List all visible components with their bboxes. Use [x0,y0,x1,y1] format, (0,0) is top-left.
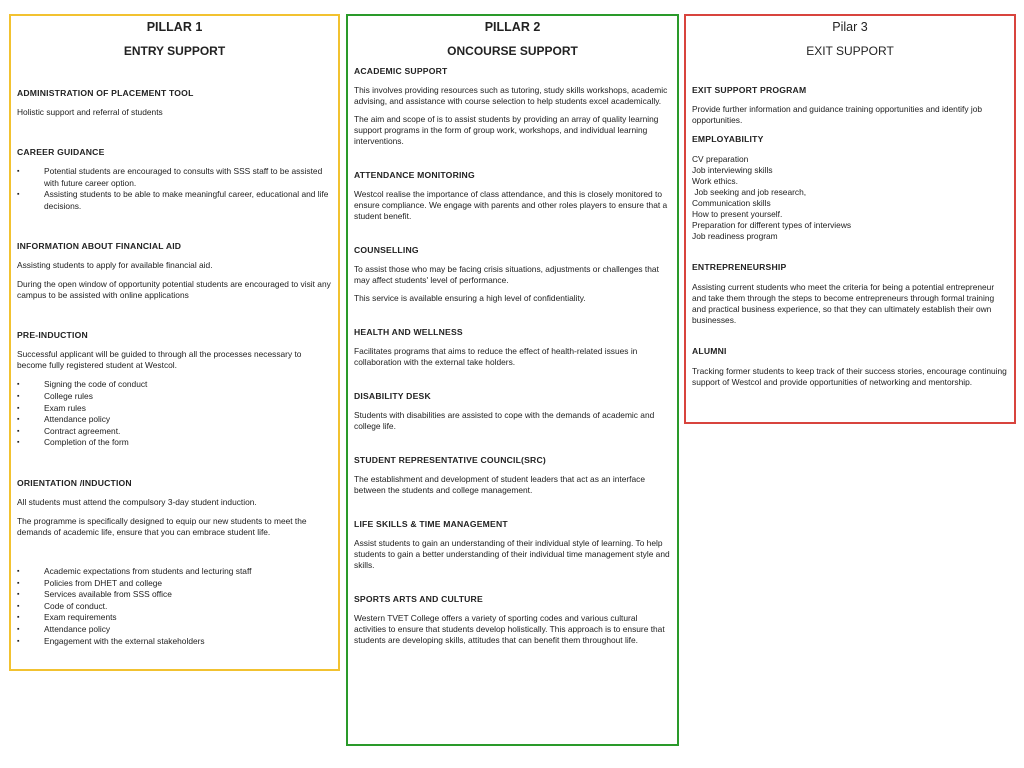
employability-heading: EMPLOYABILITY [692,134,764,144]
list-item: ▪ Services available from SSS office [17,589,332,601]
academic-heading: ACADEMIC SUPPORT [354,66,448,76]
list-item: ▪ Contract agreement. [17,426,332,438]
attendance-text: Westcol realise the importance of class attendance, and this is closely monitored to ensure compliance. We engage with parents and other roles players to ensure that a student benefit. [354,189,668,221]
list-item: ▪ Code of conduct. [17,601,332,613]
counselling-heading: COUNSELLING [354,245,419,255]
exit-program-text: Provide further information and guidance training opportunities and identify job opportunities. [692,104,983,125]
pillar-3-title: Pilar 3 [832,20,868,34]
list-item: Job seeking and job research, [692,187,807,197]
academic-text-2: The aim and scope of is to assist students by providing an array of quality learning support programs in the form of group work, workshops, and individual learning interventions. [354,114,659,146]
preinduction-heading: PRE-INDUCTION [17,330,88,341]
pillar-1-panel [9,14,340,671]
pillar-2-subtitle: ONCOURSE SUPPORT [447,44,578,58]
list-item: ▪ Policies from DHET and college [17,578,332,590]
health-heading: HEALTH AND WELLNESS [354,327,463,337]
employability-list [692,154,1008,242]
alumni-text: Tracking former students to keep track of their success stories, encourage continuing support of Westcol and provide opportunities of networking and mentorship. [692,366,1007,387]
list-item: CV preparation [692,154,749,164]
list-item: ▪ College rules [17,391,332,403]
health-text: Facilitates programs that aims to reduce the effect of health-related issues in collaboration with the external take holders. [354,346,638,367]
placement-text: Holistic support and referral of students [17,107,163,117]
pillar-3-panel [684,14,1016,424]
pillar-1-title: PILLAR 1 [146,20,203,34]
orientation-heading: ORIENTATION /INDUCTION [17,477,132,488]
financial-text-1: Assisting students to apply for available financial aid. [17,260,213,271]
src-heading: STUDENT REPRESENTATIVE COUNCIL(SRC) [354,455,546,465]
list-item: ▪ Assisting students to be able to make meaningful career, educational and life decisions. [17,189,332,212]
pillar-2-panel [346,14,679,746]
preinduction-list [17,379,332,449]
academic-text-1: This involves providing resources such as tutoring, study skills workshops, academic advising, and assistance with course selection to help students excel academically. [354,85,668,106]
entrepreneurship-heading: ENTREPRENEURSHIP [692,262,787,272]
lifeskills-heading: LIFE SKILLS & TIME MANAGEMENT [354,519,508,529]
list-item: Job interviewing skills [692,165,773,175]
disability-heading: DISABILITY DESK [354,391,431,401]
list-item: ▪ Completion of the form [17,437,332,449]
pillar-1-subtitle: ENTRY SUPPORT [123,44,226,58]
list-item: ▪ Academic expectations from students and lecturing staff [17,566,332,578]
preinduction-text: Successful applicant will be guided to through all the processes necessary to become fully registered student at Westcol. [17,349,302,371]
list-item: Preparation for different types of interviews [692,220,852,230]
orientation-list [17,566,332,647]
pillar-3-subtitle: EXIT SUPPORT [806,44,894,58]
list-item: ▪ Potential students are encouraged to consults with SSS staff to be assisted with future career option. [17,166,332,189]
financial-text-2: During the open window of opportunity potential students are encouraged to visit any campus to be assisted with online applications [17,279,331,301]
list-item: Job readiness program [692,231,778,241]
list-item: ▪ Attendance policy [17,414,332,426]
entrepreneurship-text: Assisting current students who meet the criteria for being a potential entrepreneur and take them through the steps to become entrepreneurs through formal training and practical business experience, so that they can ultimately establish their own businesses. [692,282,995,325]
list-item: ▪ Exam requirements [17,612,332,624]
alumni-heading: ALUMNI [692,346,727,356]
list-item: How to present yourself. [692,209,783,219]
career-heading: CAREER GUIDANCE [17,147,105,157]
orientation-text-2: The programme is specifically designed to equip our new students to meet the demands of academic life, ensure that you can embrace student life. [17,515,307,537]
list-item: Communication skills [692,198,771,208]
orientation-text-1: All students must attend the compulsory 3-day student induction. [17,496,257,507]
attendance-heading: ATTENDANCE MONITORING [354,170,475,180]
src-text: The establishment and development of student leaders that act as an interface between the students and college management. [354,474,645,495]
placement-heading: ADMINISTRATION OF PLACEMENT TOOL [17,88,194,98]
career-list [17,166,332,212]
pillar-2-title: PILLAR 2 [484,20,541,34]
lifeskills-text: Assist students to gain an understanding of their individual style of learning. To help students to gain a better understanding of their individual time management style and skills. [354,538,670,570]
financial-heading: INFORMATION ABOUT FINANCIAL AID [17,241,182,252]
sports-text: Western TVET College offers a variety of sporting codes and various cultural activities to ensure that students develop holistically. This approach is to ensure that students are developing skills, attitudes that can benefit them throughout life. [354,613,665,645]
list-item: ▪ Signing the code of conduct [17,379,332,391]
list-item: ▪ Attendance policy [17,624,332,636]
sports-heading: SPORTS ARTS AND CULTURE [354,594,483,604]
list-item: Work ethics. [692,176,738,186]
list-item: ▪ Exam rules [17,403,332,415]
exit-program-heading: EXIT SUPPORT PROGRAM [692,85,807,95]
counselling-text-1: To assist those who may be facing crisis situations, adjustments or challenges that may affect students' level of performance. [354,264,659,285]
counselling-text-2: This service is available ensuring a high level of confidentiality. [354,293,586,303]
disability-text: Students with disabilities are assisted to cope with the demands of academic and college life. [354,410,655,431]
list-item: ▪ Engagement with the external stakeholders [17,636,332,648]
